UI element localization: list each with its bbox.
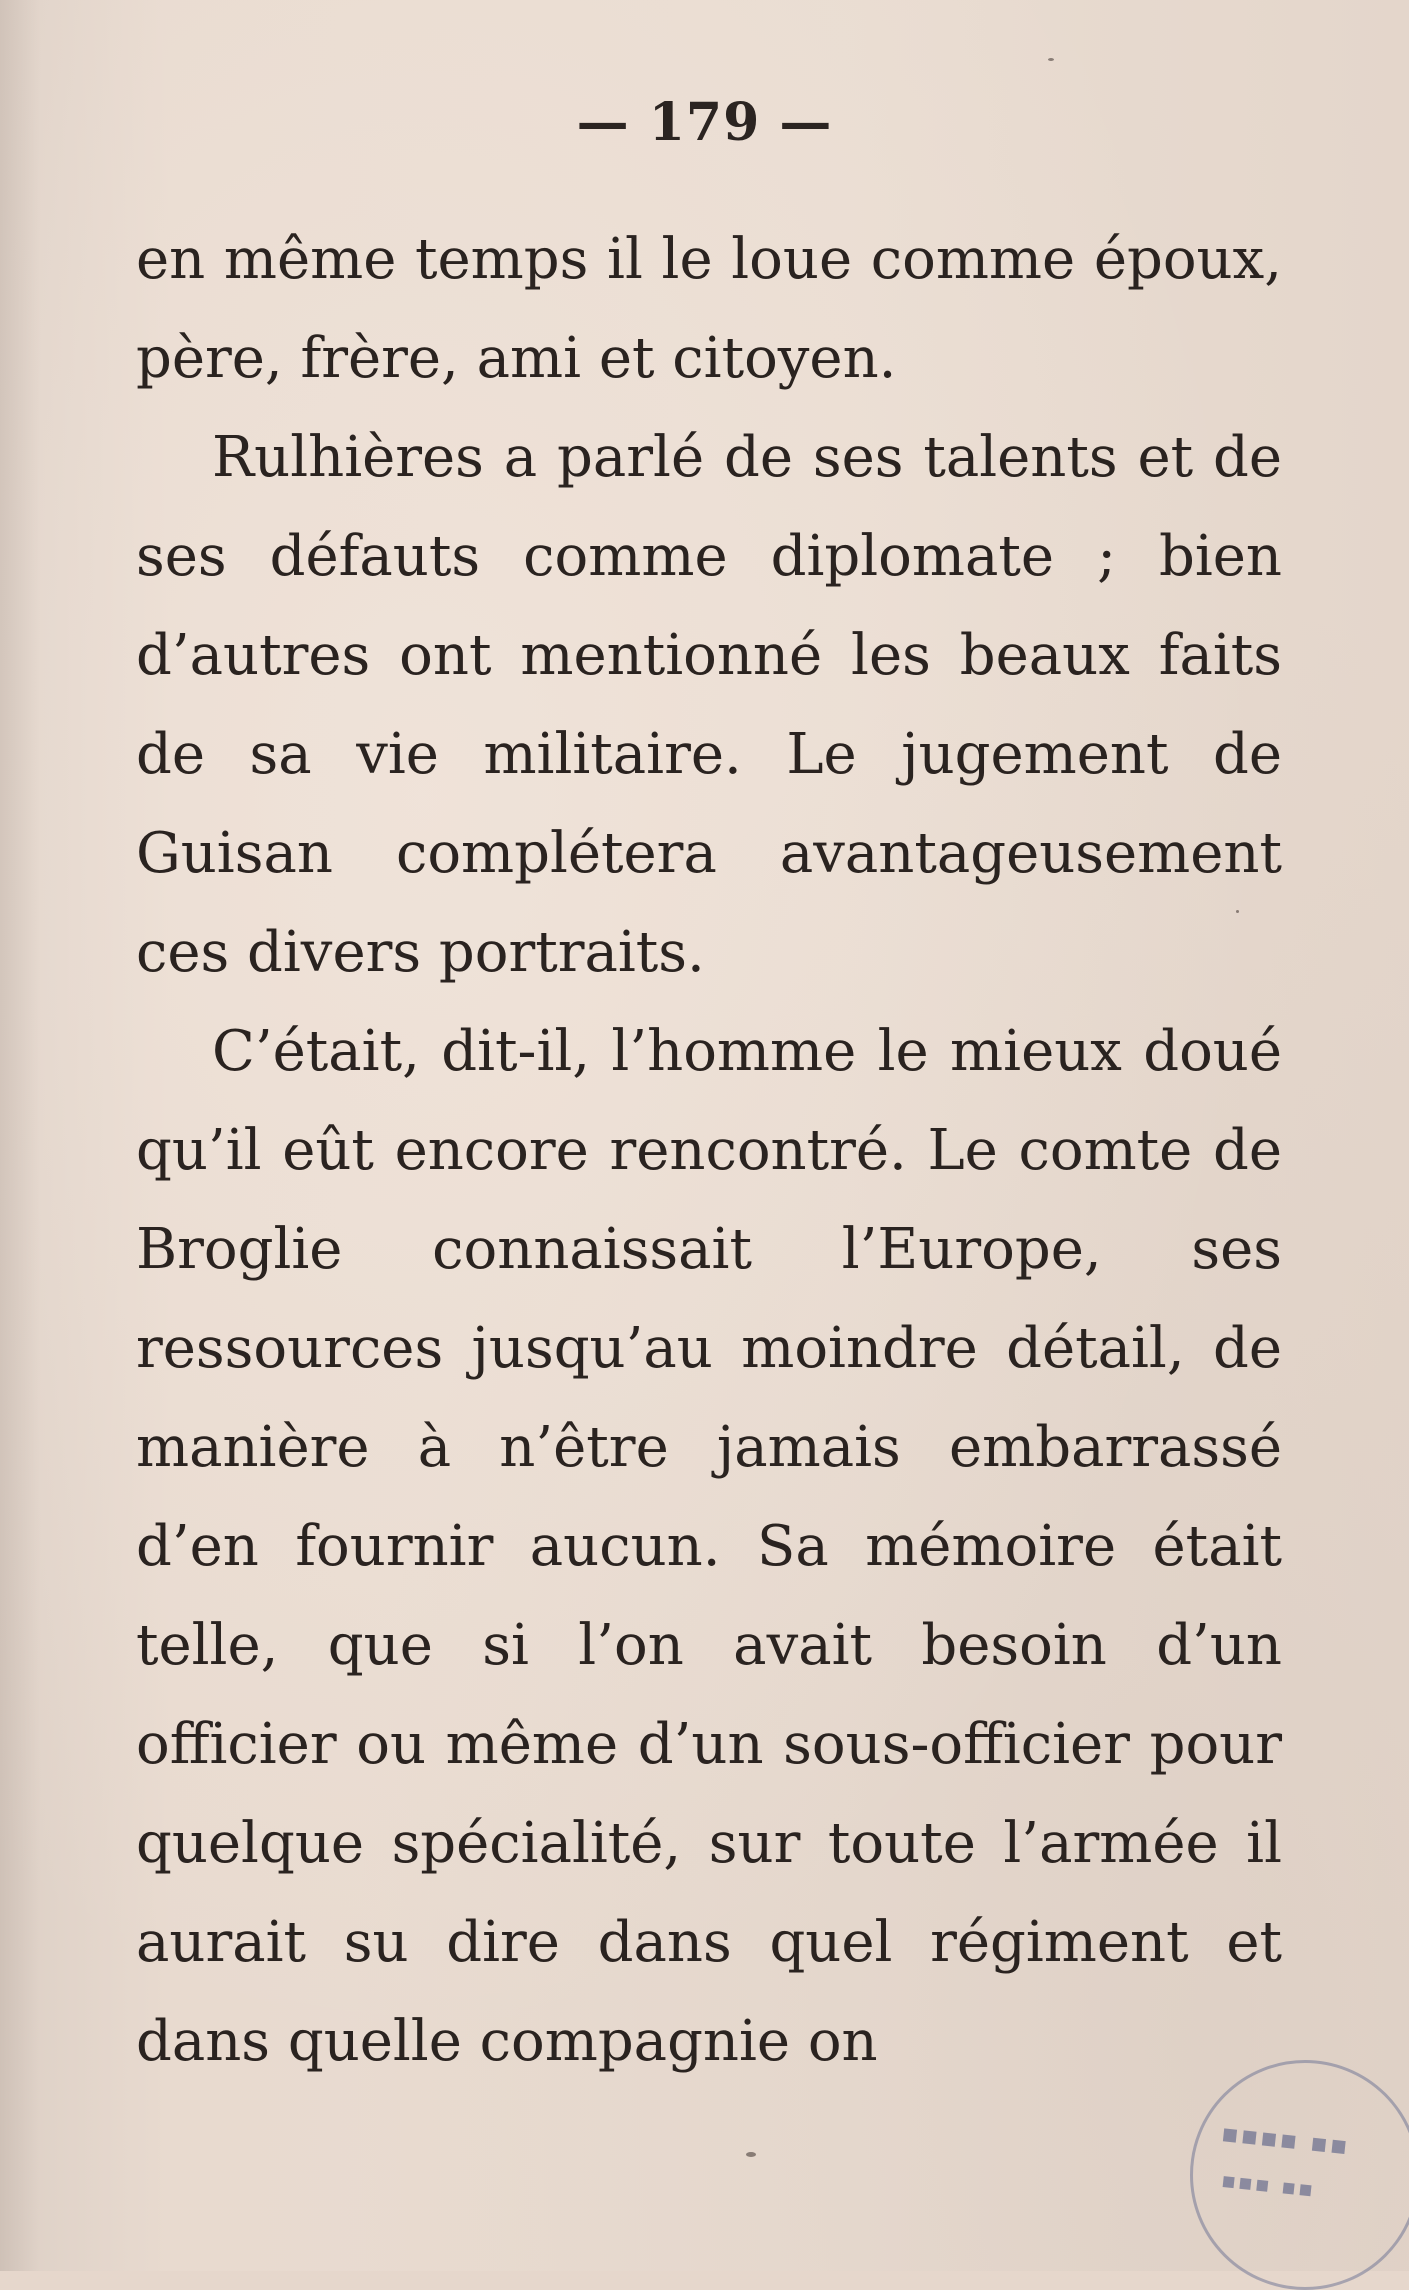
stamp-line-1: ▪▪▪▪ ▪▪ xyxy=(1219,2118,1351,2162)
page-number: — 179 — xyxy=(576,92,833,153)
gutter-shadow xyxy=(0,0,40,2271)
paragraph-3: C’était, dit-il, l’homme le mieux doué qu’il eût encore rencontré. Le comte de Broglie connaissait l’Europe, ses ressources jusqu’au moindre détail, de manière à n’être jamais embarrassé d’en fournir aucun. Sa mémoire était telle, que si l’on avait besoin d’un officier ou même d’un sous-officier pour quelque spécialité, sur toute l’armée il aurait su dire dans quel régiment et dans quelle compagnie on xyxy=(136,1019,1282,2074)
stamp-line-2: ▪▪▪ ▪▪ xyxy=(1219,2168,1317,2203)
paragraph-2: Rulhières a parlé de ses talents et de ses défauts comme diplomate ; bien d’autres ont mentionné les beaux faits de sa vie militaire. Le jugement de Guisan complétera avantageusement ces divers portraits. xyxy=(136,425,1282,985)
paper-speck xyxy=(746,2152,756,2157)
paper-speck xyxy=(1236,910,1239,913)
paper-speck xyxy=(1048,58,1054,61)
paragraph-1: en même temps il le loue comme époux, père, frère, ami et citoyen. xyxy=(136,227,1282,391)
body-text xyxy=(136,210,1282,2091)
library-stamp xyxy=(1190,2060,1409,2290)
